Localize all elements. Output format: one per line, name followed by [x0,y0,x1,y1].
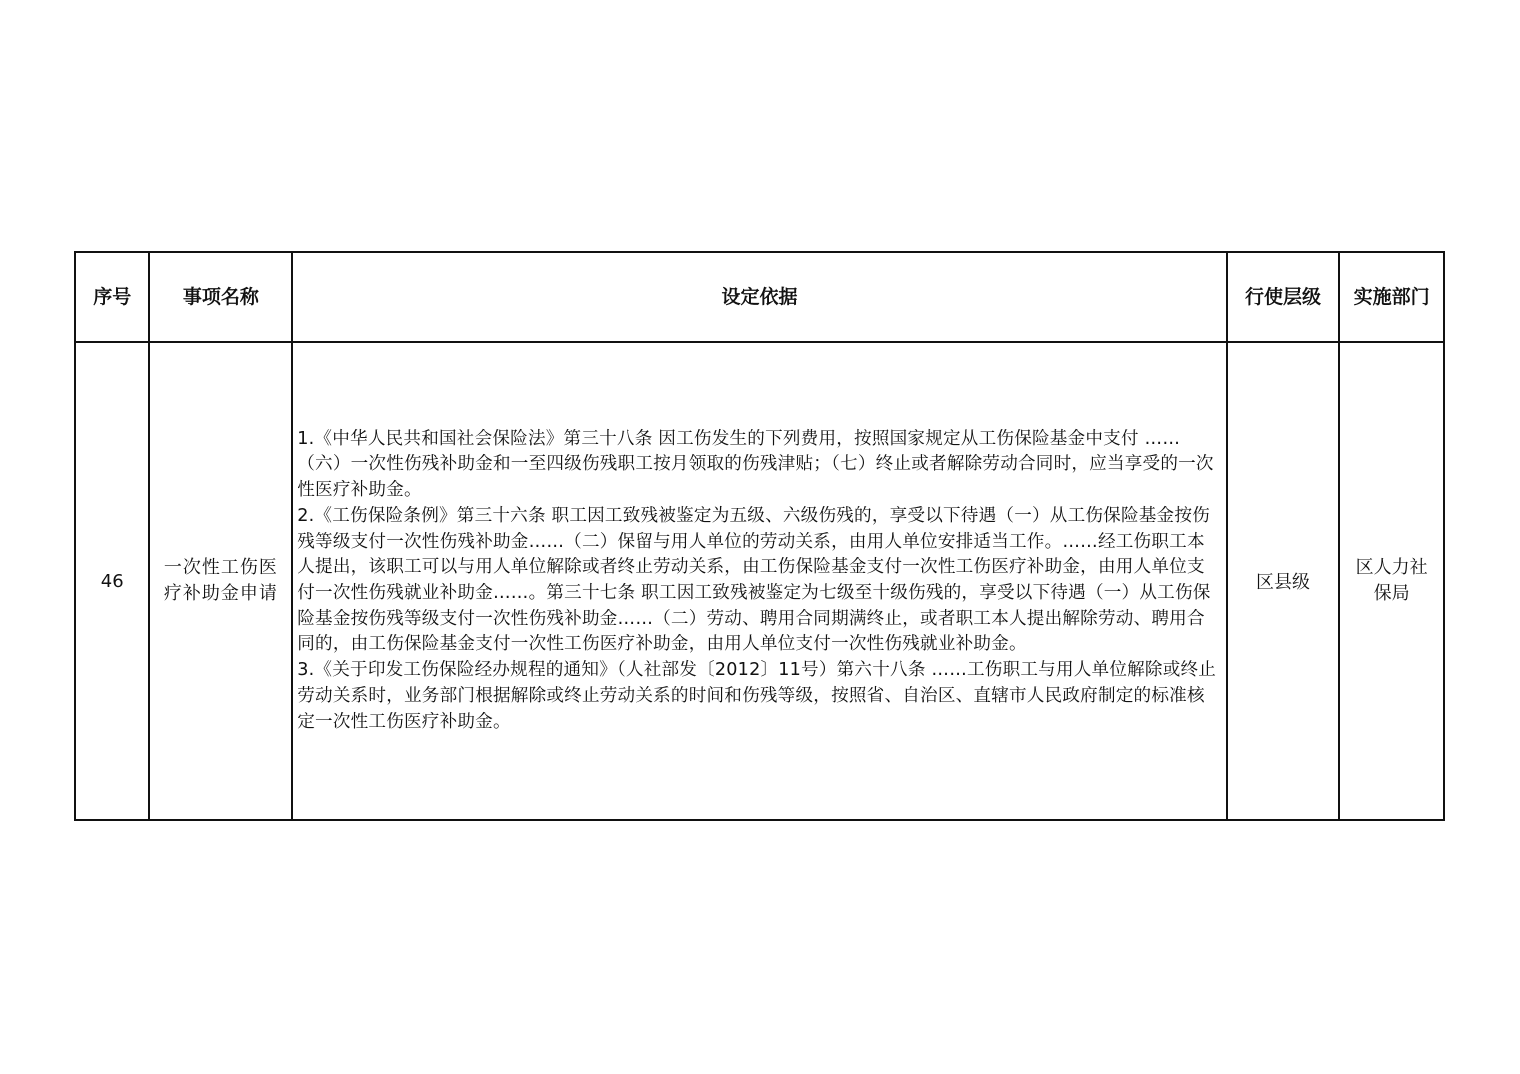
basis-item: 1.《中华人民共和国社会保险法》第三十八条 因工伤发生的下列费用，按照国家规定从工伤保险基金中支付 ……（六）一次性伤残补助金和一至四级伤残职工按月领取的伤残津贴；（七）终止或者解除劳动合同时，应当享受的一次性医疗补助金。 [297,428,1214,501]
table-header [75,252,1444,342]
table-body [75,342,1444,820]
header-no: 序号 [75,252,149,342]
header-dept: 实施部门 [1339,252,1444,342]
table-row [75,342,1444,820]
legal-basis [292,342,1226,820]
basis-item: 3.《关于印发工伤保险经办规程的通知》（人社部发〔2012〕11号）第六十八条 ……工伤职工与用人单位解除或终止劳动关系时，业务部门根据解除或终止劳动关系的时间和伤残等级，按照省、自治区、直辖市人民政府制定的标准核定一次性工伤医疗补助金。 [297,660,1217,732]
matters-table [74,251,1445,821]
header-name: 事项名称 [149,252,292,342]
row-number: 46 [75,342,149,820]
header-basis: 设定依据 [292,252,1226,342]
implementing-dept: 区人力社保局 [1339,342,1444,820]
basis-item: 2.《工伤保险条例》第三十六条 职工因工致残被鉴定为五级、六级伤残的，享受以下待遇（一）从工伤保险基金按伤残等级支付一次性伤残补助金……（二）保留与用人单位的劳动关系，由用人单位安排适当工作。……经工伤职工本人提出，该职工可以与用人单位解除或者终止劳动关系，由工伤保险基金支付一次性工伤医疗补助金，由用人单位支付一次性伤残就业补助金……。第三十七条 职工因工致残被鉴定为七级至十级伤残的，享受以下待遇（一）从工伤保险基金按伤残等级支付一次性伤残补助金……（二）劳动、聘用合同期满终止，或者职工本人提出解除劳动、聘用合同的，由工伤保险基金支付一次性工伤医疗补助金，由用人单位支付一次性伤残就业补助金。 [297,505,1211,655]
header-row [75,252,1444,342]
matter-name: 一次性工伤医疗补助金申请 [149,342,292,820]
exercise-level: 区县级 [1227,342,1340,820]
header-level: 行使层级 [1227,252,1340,342]
